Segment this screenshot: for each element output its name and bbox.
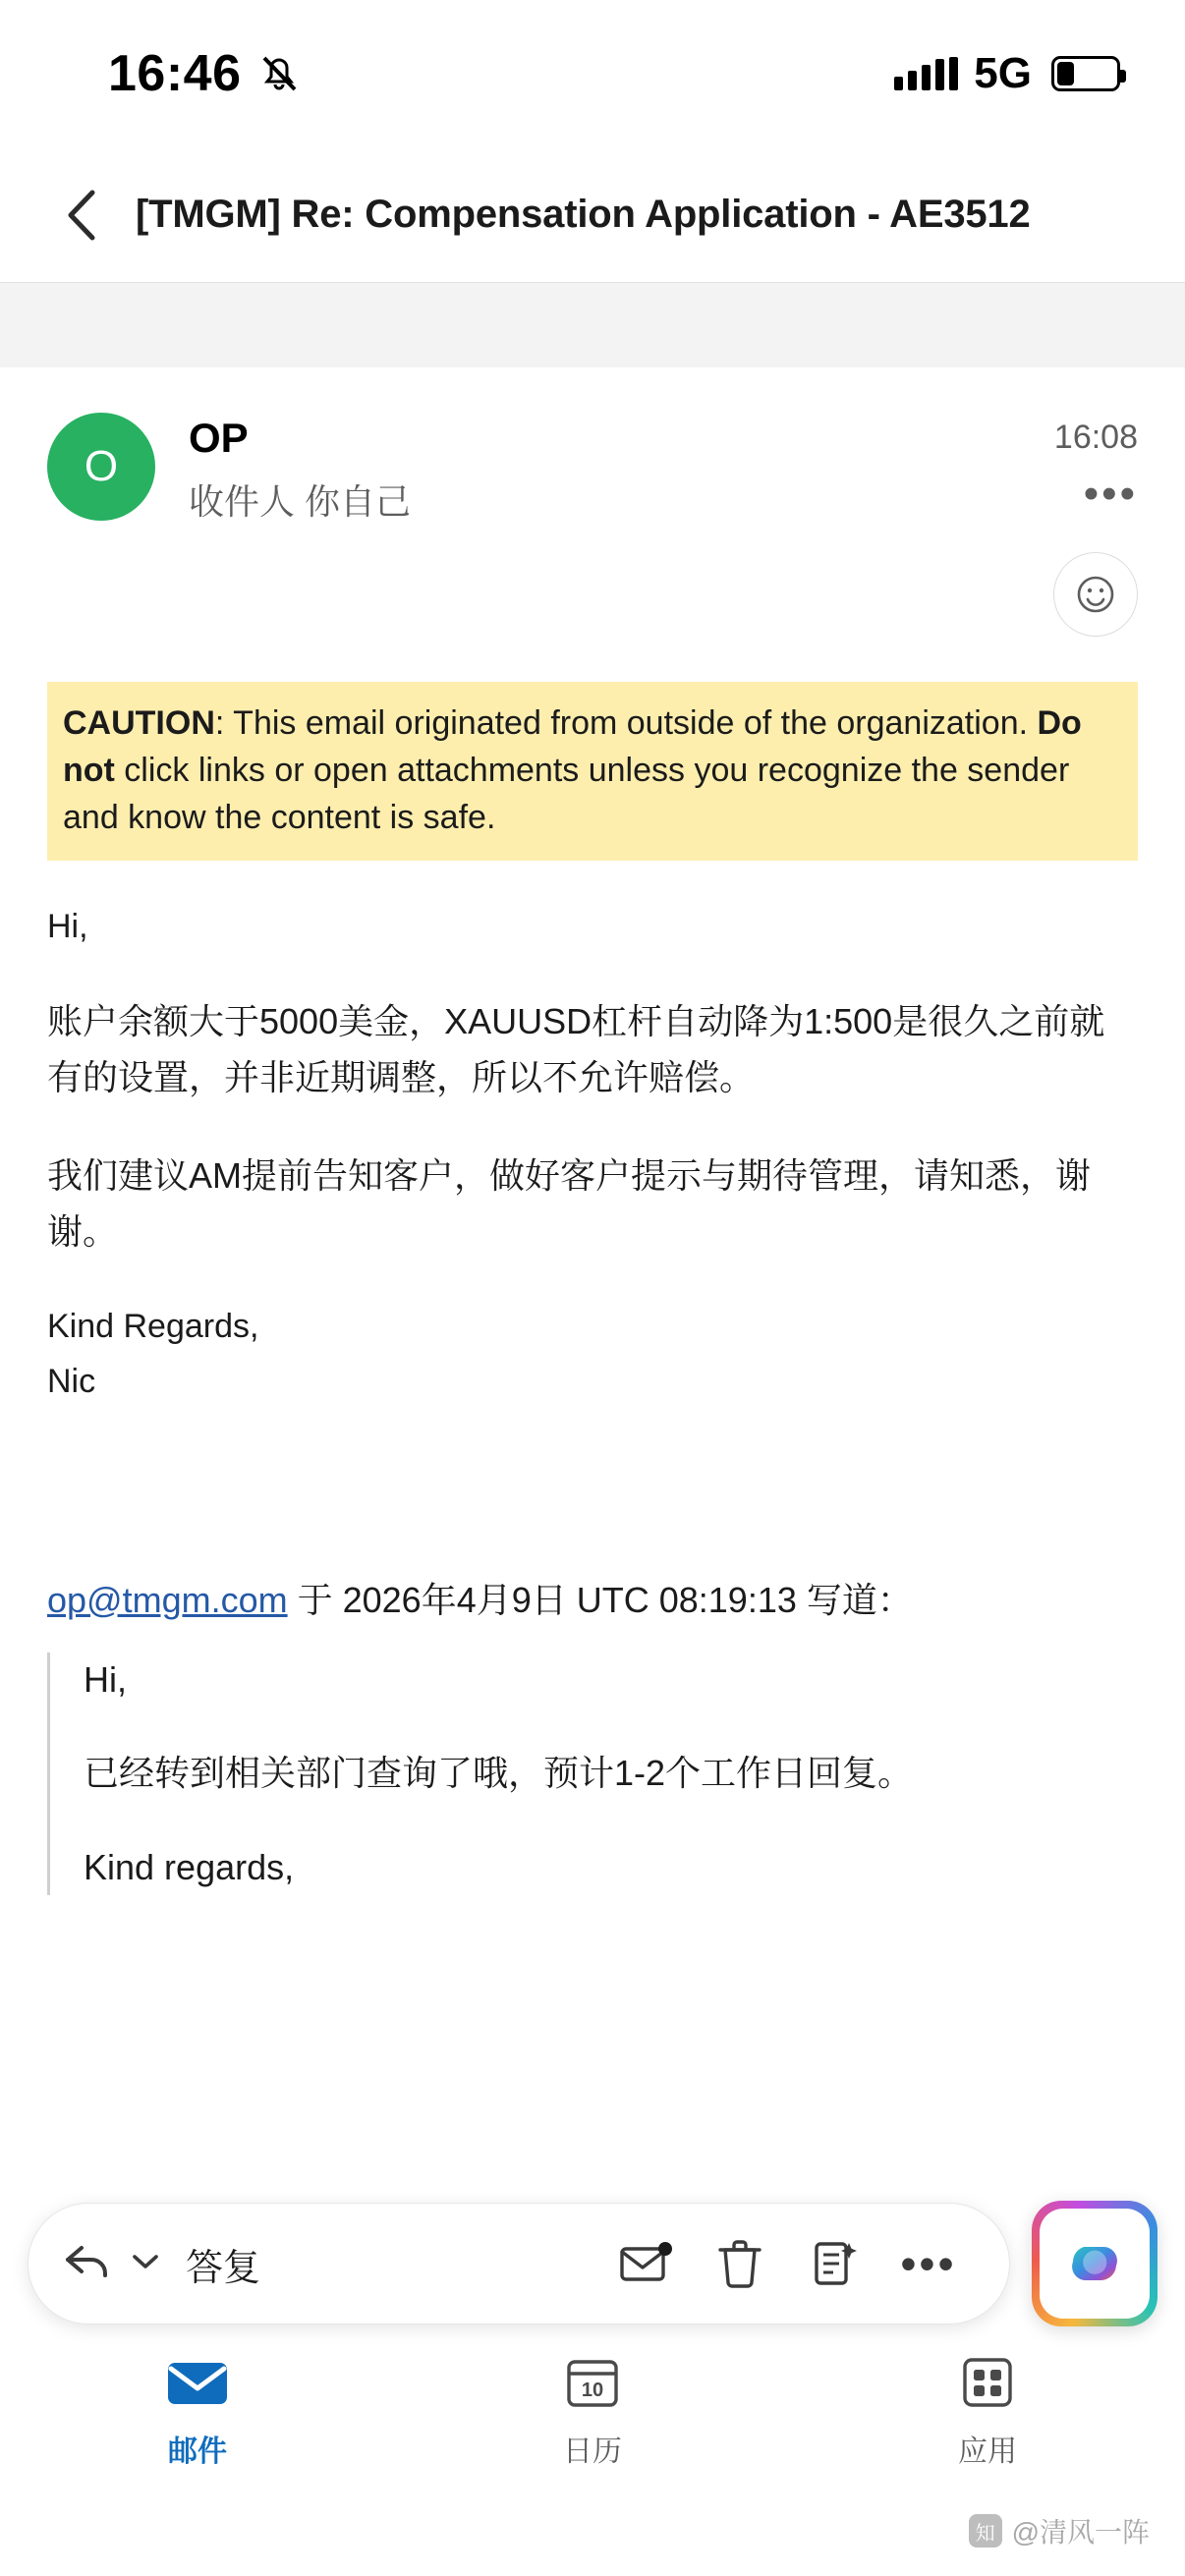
battery-icon [1051, 56, 1120, 91]
svg-text:10: 10 [581, 2380, 604, 2401]
quote-line-1: 已经转到相关部门查询了哦，预计1-2个工作日回复。 [84, 1753, 914, 1794]
caution-colon: : [214, 703, 234, 742]
signal-bars-icon [894, 57, 958, 90]
watermark-text: @清风一阵 [1011, 2517, 1150, 2548]
external-sender-warning [47, 682, 1138, 862]
body-spacer [47, 1407, 1138, 1574]
body-signoff: Kind Regards, [47, 1307, 259, 1345]
quote-header-rest: 于 2026年4月9日 UTC 08:19:13 写道： [287, 1579, 913, 1620]
bottom-toolbar-area [0, 2195, 1185, 2332]
tab-calendar[interactable] [395, 2352, 790, 2470]
page-title: [TMGM] Re: Compensation Application - AE3512 [136, 193, 1031, 236]
body-line-2: 我们建议AM提前告知客户，做好客户提示与期待管理，请知悉，谢谢。 [47, 1154, 1092, 1253]
caution-label: CAUTION [63, 703, 215, 742]
avatar: O [47, 413, 155, 521]
quote-line-2: Kind regards, [84, 1847, 295, 1888]
tab-mail-label: 邮件 [168, 2436, 227, 2468]
more-horizontal-icon[interactable]: ••• [900, 2238, 957, 2289]
caution-text-2: click links or open attachments unless you recognize the sender and know the content is safe. [63, 751, 1070, 837]
tab-apps-label: 应用 [958, 2436, 1017, 2468]
copilot-icon [1040, 2209, 1150, 2319]
message-time: 16:08 [1053, 419, 1138, 456]
mail-icon [165, 2352, 230, 2413]
quote-line-0: Hi, [84, 1658, 127, 1700]
list-gap [0, 283, 1185, 367]
reply-arrow-icon [62, 2240, 115, 2288]
emoji-smile-icon[interactable] [1053, 552, 1138, 637]
sender-row [47, 367, 1138, 525]
status-bar [0, 0, 1185, 147]
message-action-toolbar [28, 2203, 1010, 2324]
reaction-row [47, 525, 1138, 637]
summarize-sparkle-icon[interactable] [787, 2216, 881, 2311]
mark-unread-envelope-icon[interactable] [598, 2216, 693, 2311]
message-meta [1053, 413, 1138, 518]
chevron-down-icon[interactable] [131, 2252, 160, 2276]
copilot-button[interactable] [1032, 2201, 1157, 2326]
tab-calendar-label: 日历 [563, 2436, 622, 2468]
caution-bold-2: Do not [63, 703, 1082, 789]
reply-label: 答复 [186, 2247, 261, 2289]
sender-email-link[interactable]: op@tmgm.com [47, 1579, 288, 1620]
caution-text-1: This email originated from outside of the organization. [233, 703, 1038, 742]
body-line-greeting: Hi, [47, 908, 88, 946]
status-time: 16:46 [108, 45, 242, 102]
status-bar-right [894, 49, 1120, 98]
tab-apps[interactable] [790, 2352, 1185, 2470]
body-line-1: 账户余额大于5000美金，XAUUSD杠杆自动降为1:500是很久之前就有的设置，并非近期调整，所以不允许赔偿。 [47, 1000, 1105, 1098]
message-card [0, 367, 1185, 1895]
bottom-tab-bar [0, 2332, 1185, 2490]
recipients-label: 收件人 你自己 [189, 480, 412, 522]
sender-info[interactable] [189, 413, 1054, 525]
network-type-label: 5G [974, 49, 1032, 97]
more-horizontal-icon[interactable]: ••• [1083, 470, 1138, 518]
bell-mute-icon [259, 52, 299, 95]
quote-header [47, 1574, 1138, 1627]
watermark-logo: 知 [969, 2514, 1002, 2548]
sender-name: OP [189, 415, 249, 461]
tab-mail[interactable] [0, 2352, 395, 2470]
body-signature-name: Nic [47, 1363, 96, 1401]
status-bar-left [108, 44, 299, 103]
quoted-message [47, 1652, 1138, 1895]
nav-bar [0, 147, 1185, 283]
reply-button[interactable] [62, 2237, 260, 2291]
trash-icon[interactable] [693, 2216, 787, 2311]
calendar-icon [563, 2352, 622, 2413]
apps-grid-icon [959, 2352, 1016, 2413]
back-button[interactable] [45, 179, 118, 252]
watermark [969, 2511, 1150, 2550]
